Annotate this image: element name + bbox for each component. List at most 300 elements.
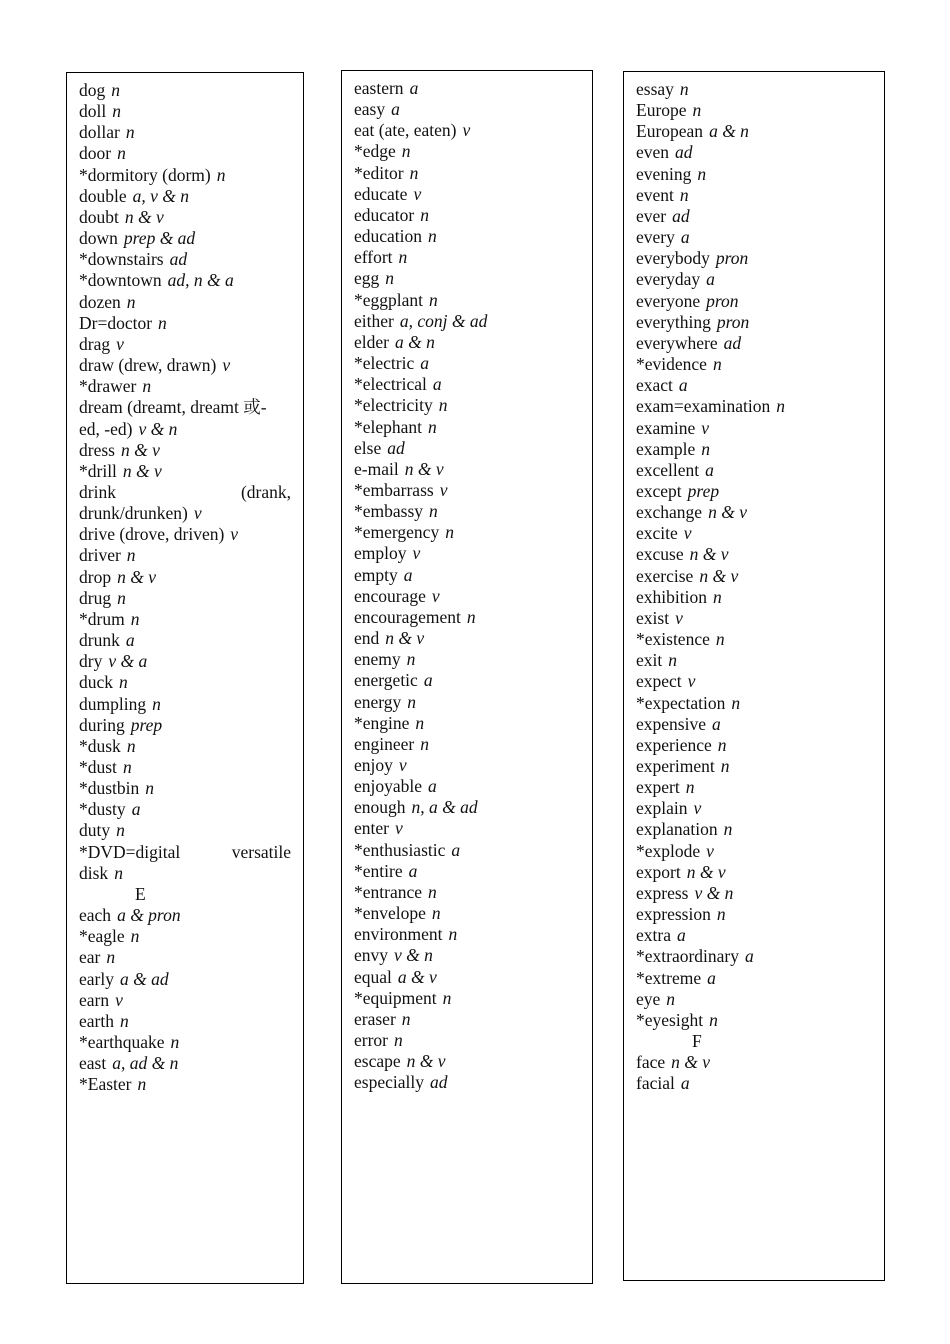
word-entry [636, 481, 872, 502]
word-text: environment [354, 924, 443, 945]
word-entry [636, 1073, 872, 1094]
word-text: export [636, 861, 681, 882]
word-text: E [135, 883, 146, 904]
word-entry [79, 503, 291, 524]
part-of-speech: n [145, 778, 155, 799]
word-entry [354, 395, 580, 416]
part-of-speech: v [222, 355, 231, 376]
word-text: doll [79, 101, 107, 122]
part-of-speech: v [230, 524, 239, 545]
part-of-speech: a [680, 227, 690, 248]
part-of-speech: n [407, 691, 417, 712]
part-of-speech: n [130, 608, 140, 629]
word-text: everybody [636, 248, 710, 269]
word-entry [354, 586, 580, 607]
part-of-speech: v [398, 755, 407, 775]
word-text: draw (drew, drawn) [79, 355, 217, 376]
word-text: dollar [79, 122, 120, 143]
word-entry [354, 628, 580, 649]
word-entry [79, 715, 291, 736]
part-of-speech: a [745, 946, 754, 967]
word-text: European [636, 121, 704, 142]
word-text: driver [79, 545, 121, 566]
word-entry [354, 755, 580, 776]
word-text: ear [79, 947, 101, 968]
word-text: dozen [79, 291, 121, 312]
part-of-speech: n [429, 501, 438, 522]
part-of-speech: n & v [117, 566, 156, 587]
part-of-speech: a [451, 839, 461, 860]
part-of-speech: ad, n & a [167, 270, 234, 291]
part-of-speech: pron [716, 311, 750, 332]
word-entry [354, 1009, 580, 1030]
word-text: drink (drank, [79, 481, 291, 502]
part-of-speech: n [119, 672, 128, 693]
word-entry [636, 735, 872, 756]
word-entry [79, 80, 291, 101]
word-entry [636, 502, 872, 523]
word-entry [354, 818, 580, 839]
word-entry [79, 1011, 291, 1032]
part-of-speech: v [115, 989, 123, 1010]
word-column-1 [66, 72, 304, 1284]
word-entry [354, 734, 580, 755]
word-entry [79, 905, 291, 926]
word-text: dress [79, 439, 115, 460]
part-of-speech: ad [672, 205, 690, 226]
word-text: Europe [636, 100, 687, 121]
part-of-speech: ad [169, 249, 188, 270]
part-of-speech: n & v [124, 206, 164, 227]
word-text: employ [354, 543, 407, 564]
word-text: *dust [79, 757, 117, 777]
word-text: elder [354, 331, 389, 352]
word-text: dry [79, 651, 103, 672]
part-of-speech: a [678, 375, 688, 396]
word-text: everywhere [636, 332, 718, 353]
part-of-speech: n & v [689, 544, 729, 565]
part-of-speech: v [394, 818, 403, 839]
part-of-speech: ad [723, 332, 742, 353]
word-entry [79, 482, 291, 503]
word-text: duty [79, 820, 111, 841]
part-of-speech: pron [706, 290, 739, 311]
part-of-speech: n [158, 312, 167, 333]
part-of-speech: v [675, 607, 683, 628]
word-text: F [692, 1031, 702, 1052]
word-entry [354, 205, 580, 226]
word-text: excite [636, 523, 678, 544]
word-text: engineer [354, 733, 415, 754]
part-of-speech: n [126, 291, 136, 312]
word-entry [79, 228, 291, 249]
word-text: example [636, 438, 696, 459]
word-text: *DVD=digital versatile [79, 841, 291, 862]
word-entry [636, 862, 872, 883]
word-text: eraser [354, 1008, 396, 1029]
part-of-speech: v [439, 479, 448, 500]
part-of-speech: v [193, 503, 202, 524]
word-text: *engine [354, 712, 410, 733]
word-text: exhibition [636, 586, 707, 607]
part-of-speech: n [415, 712, 425, 733]
word-entry [79, 292, 291, 313]
part-of-speech: a & pron [117, 905, 181, 926]
part-of-speech: n [429, 289, 438, 310]
word-text: ed, -ed) [79, 418, 133, 439]
part-of-speech: v [706, 840, 714, 861]
word-text: *dusty [79, 799, 126, 820]
word-entry [636, 418, 872, 439]
part-of-speech: v [116, 333, 124, 354]
word-text: essay [636, 79, 674, 99]
word-entry [79, 799, 291, 820]
word-entry [354, 120, 580, 141]
word-entry [79, 736, 291, 757]
part-of-speech: a [391, 99, 400, 120]
word-entry [79, 122, 291, 143]
word-text: experiment [636, 756, 715, 776]
word-text: *explode [636, 840, 701, 861]
word-text: effort [354, 247, 393, 268]
part-of-speech: a [705, 459, 714, 480]
word-entry [354, 1072, 580, 1093]
word-text: every [636, 227, 675, 248]
part-of-speech: v & n [694, 882, 734, 903]
word-entry [79, 609, 291, 630]
part-of-speech: n [712, 586, 722, 607]
part-of-speech: pron [715, 248, 749, 269]
part-of-speech: n [776, 396, 786, 417]
part-of-speech: n [117, 587, 126, 608]
part-of-speech: n [679, 184, 689, 205]
word-entry [79, 524, 291, 545]
word-entry [79, 630, 291, 651]
part-of-speech: a & ad [119, 968, 169, 989]
word-entry [636, 925, 872, 946]
word-entry [79, 165, 291, 186]
part-of-speech: n & v [120, 439, 160, 460]
word-text: *electrical [354, 374, 427, 395]
word-text: door [79, 143, 112, 164]
word-text: eastern [354, 78, 404, 98]
word-text: encouragement [354, 606, 461, 627]
word-entry [354, 692, 580, 713]
part-of-speech: n [420, 733, 429, 754]
word-text: doubt [79, 206, 119, 227]
part-of-speech: n [385, 268, 395, 289]
word-entry [636, 650, 872, 671]
word-text: early [79, 968, 114, 989]
part-of-speech: n [428, 226, 437, 247]
word-entry [79, 820, 291, 841]
part-of-speech: n [130, 926, 140, 947]
word-entry [636, 819, 872, 840]
word-entry [636, 439, 872, 460]
part-of-speech: n [717, 734, 727, 755]
word-entry [354, 480, 580, 501]
word-text: *elephant [354, 416, 423, 437]
word-entry [636, 968, 872, 989]
word-text: drunk/drunken) [79, 503, 188, 524]
part-of-speech: a [423, 670, 433, 691]
word-column-2 [341, 70, 593, 1284]
part-of-speech: n [406, 649, 416, 670]
word-column-3 [623, 71, 885, 1281]
part-of-speech: a, conj & ad [399, 310, 488, 331]
word-entry [354, 840, 580, 861]
part-of-speech: v [412, 543, 421, 564]
word-text: exchange [636, 502, 703, 523]
part-of-speech: n [398, 247, 408, 268]
word-entry [79, 567, 291, 588]
word-entry [636, 312, 872, 333]
part-of-speech: ad [429, 1072, 448, 1093]
word-text: drop [79, 566, 112, 587]
part-of-speech: n [438, 395, 448, 416]
part-of-speech: n [126, 735, 136, 756]
word-text: encourage [354, 585, 426, 606]
word-text: e-mail [354, 458, 399, 479]
word-entry [79, 270, 291, 291]
word-text: exercise [636, 565, 694, 586]
word-text: enjoy [354, 755, 393, 775]
part-of-speech: n [709, 1009, 718, 1030]
word-entry [636, 946, 872, 967]
word-entry [79, 419, 291, 440]
word-text: during [79, 714, 125, 735]
word-text: earth [79, 1010, 114, 1031]
word-entry [79, 334, 291, 355]
word-entry [79, 376, 291, 397]
part-of-speech: n [701, 438, 711, 459]
word-entry [79, 651, 291, 672]
word-text: drunk [79, 630, 120, 651]
part-of-speech: ad [387, 437, 405, 458]
word-entry [636, 714, 872, 735]
word-text: even [636, 142, 670, 163]
part-of-speech: a & n [709, 121, 749, 142]
word-entry [636, 904, 872, 925]
word-entry [636, 333, 872, 354]
word-entry [354, 649, 580, 670]
word-text: *Easter [79, 1074, 132, 1095]
word-entry [636, 566, 872, 587]
word-text: egg [354, 268, 380, 289]
word-text: envy [354, 945, 389, 966]
word-entry [636, 883, 872, 904]
word-text: *electric [354, 353, 415, 374]
word-entry [79, 947, 291, 968]
word-text: *expectation [636, 692, 726, 713]
word-entry [636, 989, 872, 1010]
word-text: *embassy [354, 501, 424, 522]
word-entry [354, 565, 580, 586]
part-of-speech: a [403, 564, 413, 585]
word-entry [354, 184, 580, 205]
part-of-speech: a [420, 353, 429, 374]
word-text: drag [79, 333, 111, 354]
word-entry [636, 798, 872, 819]
word-entry [354, 374, 580, 395]
word-entry [636, 693, 872, 714]
word-entry [354, 141, 580, 162]
part-of-speech: ad [675, 142, 693, 163]
word-text: face [636, 1052, 666, 1073]
word-entry [354, 607, 580, 628]
part-of-speech: v [701, 417, 710, 438]
word-text: else [354, 437, 382, 458]
word-entry [79, 440, 291, 461]
word-text: event [636, 184, 674, 205]
word-entry [636, 185, 872, 206]
word-text: enough [354, 797, 406, 818]
part-of-speech: prep & ad [123, 228, 196, 249]
word-entry [354, 353, 580, 374]
word-entry [79, 990, 291, 1011]
word-text: either [354, 310, 394, 331]
word-entry [79, 207, 291, 228]
part-of-speech: v [683, 523, 692, 544]
word-text: *eagle [79, 926, 125, 947]
part-of-speech: n [445, 522, 454, 543]
part-of-speech: n [697, 163, 707, 184]
word-text: dream (dreamt, dreamt 或- [79, 397, 267, 418]
word-text: expensive [636, 713, 706, 734]
part-of-speech: v & n [138, 418, 178, 439]
word-text: everyday [636, 269, 701, 290]
word-entry [354, 713, 580, 734]
section-letter [79, 884, 291, 905]
part-of-speech: n [394, 1030, 403, 1051]
part-of-speech: n [428, 881, 437, 902]
word-entry [354, 924, 580, 945]
word-entry [354, 417, 580, 438]
word-text: everyone [636, 290, 701, 311]
part-of-speech: n [401, 1008, 411, 1029]
word-entry [636, 354, 872, 375]
word-entry [636, 671, 872, 692]
word-text: *electricity [354, 395, 433, 416]
word-entry [354, 311, 580, 332]
word-entry [79, 101, 291, 122]
part-of-speech: v [431, 585, 440, 606]
part-of-speech: n, a & ad [411, 797, 478, 818]
part-of-speech: n & v [686, 861, 726, 882]
part-of-speech: prep [687, 480, 720, 501]
part-of-speech: a [707, 967, 716, 988]
part-of-speech: n [448, 924, 458, 945]
part-of-speech: n [668, 650, 677, 671]
word-entry [354, 1030, 580, 1051]
section-letter [636, 1031, 872, 1052]
word-entry [354, 268, 580, 289]
part-of-speech: n [731, 692, 741, 713]
word-text: *existence [636, 629, 710, 650]
word-text: *edge [354, 141, 396, 162]
word-text: dumpling [79, 693, 147, 714]
part-of-speech: n [152, 693, 161, 714]
word-entry [354, 99, 580, 120]
word-text: exist [636, 607, 670, 628]
word-entry [354, 543, 580, 564]
part-of-speech: n [420, 204, 429, 225]
word-text: eat (ate, eaten) [354, 120, 457, 141]
word-text: *editor [354, 162, 404, 183]
word-text: except [636, 480, 682, 501]
word-text: *downstairs [79, 249, 164, 270]
word-entry [79, 863, 291, 884]
part-of-speech: n [170, 1032, 180, 1053]
word-entry [354, 1051, 580, 1072]
part-of-speech: n [679, 79, 689, 99]
word-text: double [79, 185, 127, 206]
word-text: duck [79, 672, 114, 693]
part-of-speech: a [432, 374, 442, 395]
word-entry [79, 355, 291, 376]
word-text: *eyesight [636, 1009, 704, 1030]
part-of-speech: n [715, 629, 725, 650]
word-entry [79, 842, 291, 863]
part-of-speech: v [462, 120, 471, 141]
part-of-speech: n [126, 545, 136, 566]
word-text: empty [354, 564, 398, 585]
part-of-speech: n [466, 606, 476, 627]
word-entry [79, 1032, 291, 1053]
word-text: *envelope [354, 903, 426, 924]
word-text: educator [354, 204, 415, 225]
word-text: *dustbin [79, 778, 140, 799]
word-text: end [354, 628, 380, 649]
word-entry [79, 249, 291, 270]
word-text: excuse [636, 544, 684, 565]
part-of-speech: v [687, 671, 696, 692]
word-entry [354, 988, 580, 1009]
word-text: energetic [354, 670, 418, 691]
part-of-speech: n [111, 80, 120, 100]
part-of-speech: n [723, 819, 733, 840]
word-entry [354, 459, 580, 480]
word-text: expression [636, 904, 711, 925]
word-text: *eggplant [354, 289, 424, 310]
word-text: drive (drove, driven) [79, 524, 225, 545]
word-text: each [79, 905, 112, 926]
word-text: exam=examination [636, 396, 771, 417]
word-entry [354, 438, 580, 459]
part-of-speech: v [413, 183, 422, 204]
part-of-speech: n [442, 987, 452, 1008]
word-entry [354, 670, 580, 691]
word-entry [79, 672, 291, 693]
part-of-speech: a, ad & n [112, 1053, 179, 1074]
word-text: *enthusiastic [354, 839, 446, 860]
word-entry [354, 797, 580, 818]
part-of-speech: a & n [394, 331, 435, 352]
word-text: escape [354, 1051, 401, 1072]
word-entry [79, 757, 291, 778]
word-text: *extraordinary [636, 946, 740, 967]
word-text: drug [79, 587, 112, 608]
word-entry [636, 142, 872, 163]
word-entry [79, 397, 291, 418]
part-of-speech: n [428, 416, 437, 437]
word-entry [354, 882, 580, 903]
part-of-speech: n [720, 756, 730, 776]
word-entry [79, 694, 291, 715]
word-text: *evidence [636, 354, 707, 375]
part-of-speech: n [125, 122, 135, 143]
word-entry [636, 396, 872, 417]
